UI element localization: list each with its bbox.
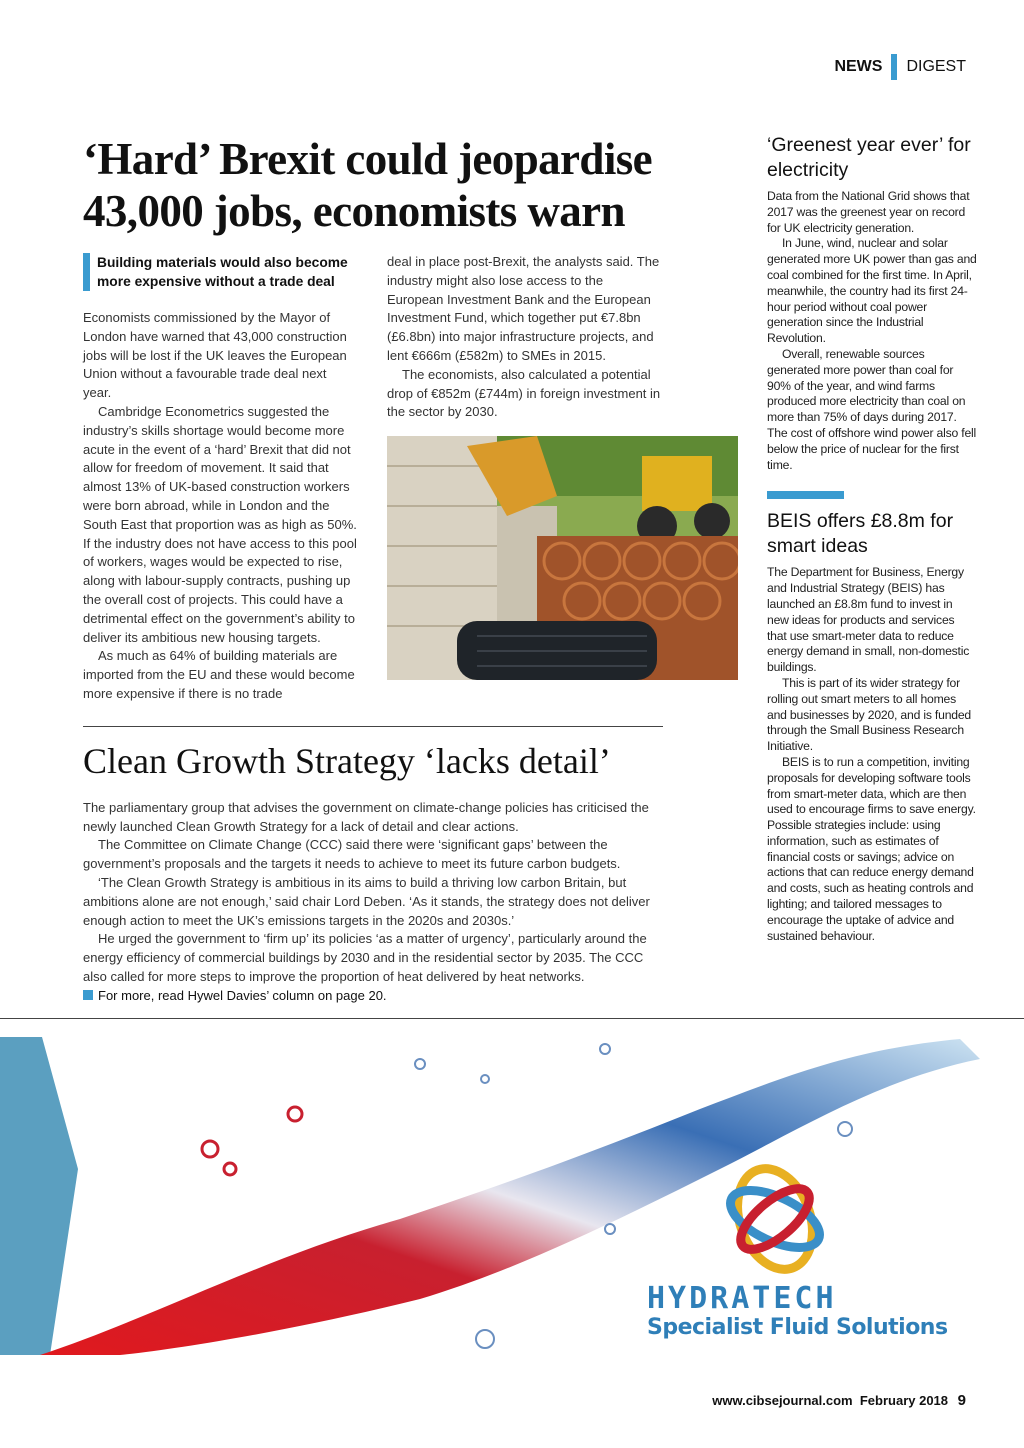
construction-site-photo: [387, 436, 738, 680]
main-articles: [83, 133, 663, 1006]
read-more-text: For more, read Hywel Davies’ column on page 20.: [98, 987, 387, 1003]
paragraph: As much as 64% of building materials are imported from the EU and these would become more expensive if there is no trade: [83, 648, 355, 701]
hydratech-brand: HYDRATECH: [647, 1281, 837, 1316]
brexit-column-2: [387, 253, 663, 680]
hydratech-tagline: Specialist Fluid Solutions: [647, 1315, 948, 1340]
brexit-column-2-body: [387, 253, 663, 422]
paragraph: Economists commissioned by the Mayor of London have warned that 43,000 construction jobs will be lost if the UK leaves the European Union without a favourable trade deal next year.: [83, 310, 347, 401]
paragraph: The parliamentary group that advises the government on climate-change policies has criticised the newly launched Clean Growth Strategy for a lack of detail and clear actions.: [83, 799, 649, 834]
paragraph: Overall, renewable sources generated more power than coal for 90% of the year, and wind farms produced more electricity than coal on more than 75% of days during 2017. The cost of offshore wind power also fell below the price of nuclear for the first time.: [767, 346, 977, 472]
footer-issue: February 2018: [859, 1393, 949, 1408]
hydratech-logo-rings: [722, 1158, 828, 1280]
beis-headline: BEIS offers £8.8m for smart ideas: [767, 510, 954, 558]
brexit-column-1-body: [83, 309, 358, 704]
paragraph: BEIS is to run a competition, inviting proposals for developing software tools from smart-meter data, which are then used to encourage firms to save energy. Possible strategies include: using information, such as estimates of financial costs or savings; advice on actions that can reduce energy demand and costs, such as heating controls and lighting; and tailored messages to encourage the uptake of advice and sustained behaviour.: [767, 754, 976, 943]
sidebar-divider: [767, 491, 844, 499]
paragraph: This is part of its wider strategy for rolling out smart meters to all homes and businesses by 2020, and is funded through the Small Business Research Initiative.: [767, 675, 972, 754]
article-divider: [83, 726, 663, 727]
paragraph: In June, wind, nuclear and solar generated more UK power than gas and coal combined for the first time. In April, meanwhile, the country had its first 24-hour period without coal power generation since the Industrial Revolution.: [767, 236, 977, 346]
cgs-headline: Clean Growth Strategy ‘lacks detail’: [83, 740, 611, 781]
brexit-standfirst: Building materials would also become more expensive without a trade deal: [83, 253, 358, 291]
section-label: [834, 54, 966, 80]
footer-url[interactable]: www.cibsejournal.com: [712, 1393, 853, 1408]
read-more: [83, 987, 663, 1006]
beis-sidebar-article: [767, 509, 977, 944]
paragraph: Cambridge Econometrics suggested the industry’s skills shortage would become more acute in the event of a ‘hard’ Brexit that did not allow for freedom of movement. It said that almost 13% of UK-based construction workers were born abroad, while in London and the South East that proportion was as high as 50%. If the industry does not have access to this pool of workers, wages would be expected to rise, along with labour-supply contracts, pushing up the overall cost of projects. This could have a detrimental effect on the government’s ability to deliver its ambitious new housing targets.: [83, 403, 357, 645]
page-footer: [712, 1392, 966, 1409]
brexit-columns: [83, 253, 663, 704]
paragraph: ‘The Clean Growth Strategy is ambitious in its aims to build a thriving low carbon Britain, but ambitions alone are not enough,’ said chair Lord Deben. ‘As it stands, the strategy does not deliver enough action to meet the UK’s emissions targets in the 2020s and 2030s.’: [83, 874, 650, 928]
paragraph: Data from the National Grid shows that 2017 was the greenest year on record for UK electricity generation.: [767, 189, 970, 235]
paragraph: He urged the government to ‘firm up’ its policies ‘as a matter of urgency’, particularly around the energy efficiency of commercial buildings by 2030 and in the residential sector by 2035. The CCC also called for more steps to improve the proportion of heat delivered by heat networks.: [83, 931, 647, 984]
paragraph: The Committee on Climate Change (CCC) said there were ‘significant gaps’ between the government’s proposals and the targets it needs to achieve to meet its future carbon budgets.: [83, 837, 621, 872]
section-news: NEWS: [834, 58, 883, 75]
bullet-square-icon: [83, 990, 93, 1000]
hydratech-branding: [647, 1283, 948, 1341]
brexit-headline: ‘Hard’ Brexit could jeopardise 43,000 jobs, economists warn: [83, 134, 653, 236]
paragraph: The Department for Business, Energy and Industrial Strategy (BEIS) has launched an £8.8m fund to invest in new ideas for products and services that use smart-meter data to reduce energy demand in small, non-domestic buildings.: [767, 565, 970, 675]
sidebar: [767, 133, 977, 944]
cgs-body: [83, 799, 663, 1006]
page-number: 9: [957, 1392, 966, 1409]
section-divider: [891, 54, 897, 80]
paragraph: The economists, also calculated a potential drop of €852m (£744m) in foreign investment in the sector by 2030.: [387, 366, 661, 420]
greenest-sidebar-article: [767, 133, 977, 473]
paragraph: deal in place post-Brexit, the analysts said. The industry might also lose access to the European Investment Bank and the European Investment Fund, which together put €7.8bn (£6.8bn) into major infrastructure projects, and lent €666m (£582m) to SMEs in 2015.: [387, 254, 660, 363]
section-digest: DIGEST: [906, 58, 966, 75]
brexit-column-1: [83, 253, 358, 704]
greenest-headline: ‘Greenest year ever’ for electricity: [767, 134, 971, 181]
